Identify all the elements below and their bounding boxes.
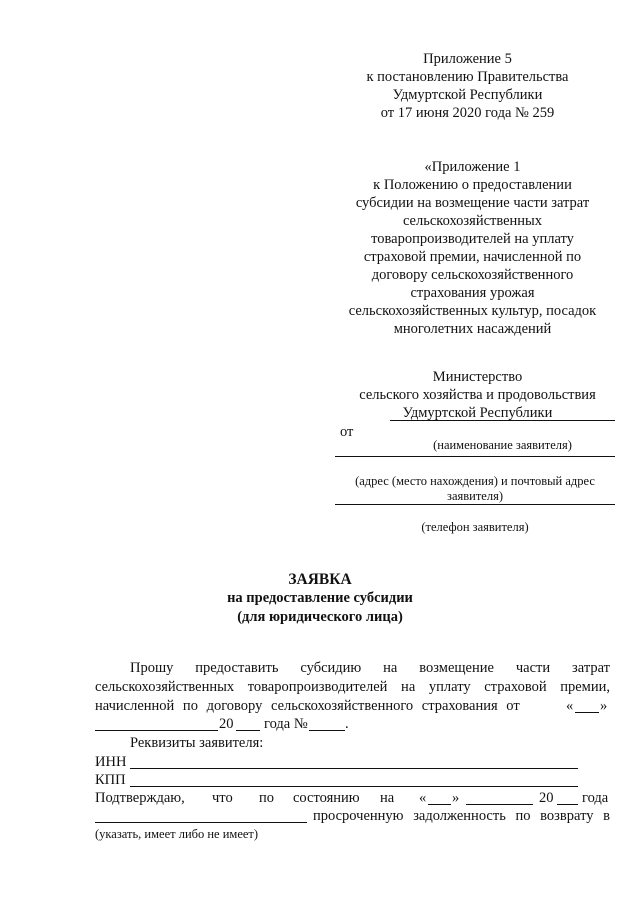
annex1-line: «Приложение 1 (424, 159, 521, 175)
document-title (120, 570, 520, 627)
annex5-line: к постановлению Правительства (366, 69, 569, 85)
confirm-day-field[interactable] (428, 804, 451, 805)
confirm-tail: просроченную задолженность по возврату в (313, 808, 610, 824)
confirm-open-quote: « (419, 790, 427, 806)
line4-end: . (345, 716, 349, 732)
requisites-heading: Реквизиты заявителя: (130, 735, 264, 751)
annex1-line: сельскохозяйственных (402, 213, 543, 229)
confirm-word: Подтверждаю, (95, 790, 185, 806)
address-hint-line: заявителя) (447, 489, 503, 503)
body-line-3 (95, 698, 610, 715)
annex1-line: страхования урожая (410, 285, 535, 301)
inn-field[interactable] (130, 768, 578, 769)
confirm-year-field[interactable] (557, 804, 578, 805)
inn-label: ИНН (95, 754, 127, 770)
annex1-line: договору сельскохозяйственного (371, 267, 574, 283)
date-month-field[interactable] (95, 730, 218, 731)
year-prefix: 20 (219, 716, 234, 732)
confirm-year-word: года (582, 790, 609, 806)
annex1-header (330, 158, 615, 338)
annex5-header (360, 50, 575, 122)
debt-status-hint: (указать, имеет либо не имеет) (95, 827, 259, 841)
title-main: ЗАЯВКА (288, 571, 352, 588)
recipient-block (335, 368, 620, 422)
body-word: субсидию (300, 660, 362, 676)
body-word: части (515, 660, 551, 676)
annex5-line: Удмуртской Республики (392, 87, 543, 103)
annex1-line: сельскохозяйственных культур, посадок (348, 303, 597, 319)
confirm-word: состоянию (293, 790, 360, 806)
applicant-name-field[interactable] (390, 420, 615, 421)
inn-row (95, 754, 610, 771)
title-sub: (для юридического лица) (237, 609, 403, 625)
confirm-month-field[interactable] (466, 804, 533, 805)
confirm-word: по (259, 790, 275, 806)
body-word: предоставить (195, 660, 279, 676)
body-word: возмещение (419, 660, 494, 676)
year-field[interactable] (236, 730, 260, 731)
phone-field[interactable] (335, 504, 615, 505)
kpp-row (95, 772, 610, 789)
address-field[interactable] (335, 456, 615, 457)
registration-number-field[interactable] (309, 730, 345, 731)
date-day-field[interactable] (575, 712, 599, 713)
body-line-1 (130, 660, 610, 677)
body-word: на (383, 660, 398, 676)
recipient-line: сельского хозяйства и продовольствия (359, 387, 596, 403)
address-hint-line: (адрес (место нахождения) и почтовый адрес (355, 474, 595, 488)
address-hint (335, 474, 615, 504)
body-line-3-text: начисленной по договору сельскохозяйственного страхования от (95, 698, 520, 714)
body-word: затрат (572, 660, 610, 676)
year-word-number: года № (264, 716, 308, 732)
annex5-line: от 17 июня 2020 года № 259 (380, 105, 555, 121)
confirm-year-prefix: 20 (539, 790, 554, 806)
confirm-line (95, 790, 610, 808)
debt-status-field[interactable] (95, 822, 307, 823)
body-line-2: сельскохозяйственных товаропроизводителей на уплату страховой премии, (95, 679, 610, 695)
annex1-line: страховой премии, начисленной по (363, 249, 582, 265)
date-open-quote: « (566, 698, 574, 714)
confirm-word: что (212, 790, 233, 806)
date-close-quote: » (600, 698, 608, 714)
confirm-close-quote: » (452, 790, 460, 806)
kpp-field[interactable] (130, 786, 578, 787)
annex1-line: товаропроизводителей на уплату (371, 231, 574, 247)
confirm-line-2 (95, 808, 610, 826)
annex1-line: многолетних насаждений (393, 321, 552, 337)
from-label: от (340, 424, 354, 440)
recipient-line: Министерство (432, 369, 523, 385)
annex1-line: субсидии на возмещение части затрат (355, 195, 590, 211)
recipient-line: Удмуртской Республики (402, 405, 553, 421)
annex5-line: Приложение 5 (423, 51, 512, 67)
title-sub: на предоставление субсидии (227, 590, 413, 606)
annex1-line: к Положению о предоставлении (373, 177, 572, 193)
body-word: Прошу (130, 660, 174, 676)
phone-hint: (телефон заявителя) (421, 520, 529, 534)
applicant-name-hint: (наименование заявителя) (433, 438, 572, 452)
confirm-word: на (380, 790, 395, 806)
kpp-label: КПП (95, 772, 126, 788)
